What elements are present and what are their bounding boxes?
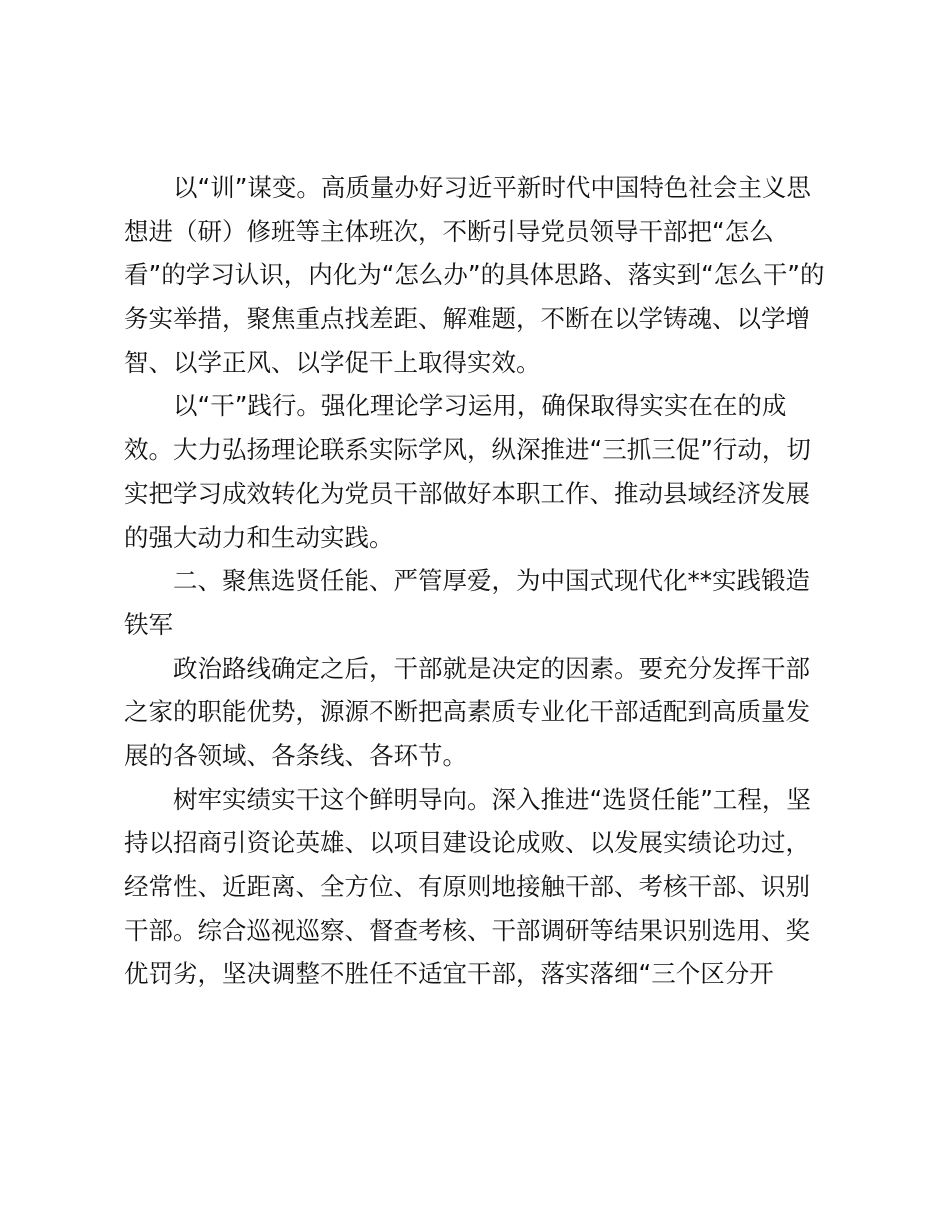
paragraph-performance-orientation xyxy=(124,778,836,996)
heading-line: 铁军 xyxy=(124,609,173,639)
text-line: 以“干”践行。强化理论学习运用，确保取得实实在在的成 xyxy=(173,391,787,421)
text-line: 看”的学习认识，内化为“怎么办”的具体思路、落实到“怎么干”的 xyxy=(124,260,825,290)
paragraph-practice xyxy=(124,384,836,559)
section-heading xyxy=(124,559,836,646)
text-line: 智、以学正风、以学促干上取得实效。 xyxy=(124,347,541,377)
document-body xyxy=(124,166,836,996)
heading-line: 二、聚焦选贤任能、严管厚爱，为中国式现代化**实践锻造 xyxy=(173,566,810,596)
text-line: 持以招商引资论英雄、以项目建设论成败、以发展实绩论功过， xyxy=(124,828,810,858)
text-line: 效。大力弘扬理论联系实际学风，纵深推进“三抓三促”行动，切 xyxy=(124,435,811,465)
text-line: 经常性、近距离、全方位、有原则地接触干部、考核干部、识别 xyxy=(124,872,810,901)
paragraph-train-strategy xyxy=(124,166,836,384)
text-line: 优罚劣，坚决调整不胜任不适宜干部，落实落细“三个区分开 xyxy=(124,959,774,989)
text-line: 实把学习成效转化为党员干部做好本职工作、推动县域经济发展 xyxy=(124,478,810,508)
text-line: 务实举措，聚焦重点找差距、解难题，不断在以学铸魂、以学增 xyxy=(124,304,810,334)
text-line: 的强大动力和生动实践。 xyxy=(124,522,394,552)
text-line: 展的各领域、各条线、各环节。 xyxy=(124,740,467,770)
text-line: 之家的职能优势，源源不断把高素质专业化干部适配到高质量发 xyxy=(124,697,810,727)
text-line: 政治路线确定之后，干部就是决定的因素。要充分发挥干部 xyxy=(173,653,810,683)
text-line: 以“训”谋变。高质量办好习近平新时代中国特色社会主义思 xyxy=(173,173,811,202)
text-line: 树牢实绩实干这个鲜明导向。深入推进“选贤任能”工程，坚 xyxy=(173,784,811,814)
text-line: 干部。综合巡视巡察、督查考核、干部调研等结果识别选用、奖 xyxy=(124,915,810,945)
text-line: 想进（研）修班等主体班次，不断引导党员领导干部把“怎么 xyxy=(124,216,774,246)
paragraph-political-line xyxy=(124,647,836,778)
